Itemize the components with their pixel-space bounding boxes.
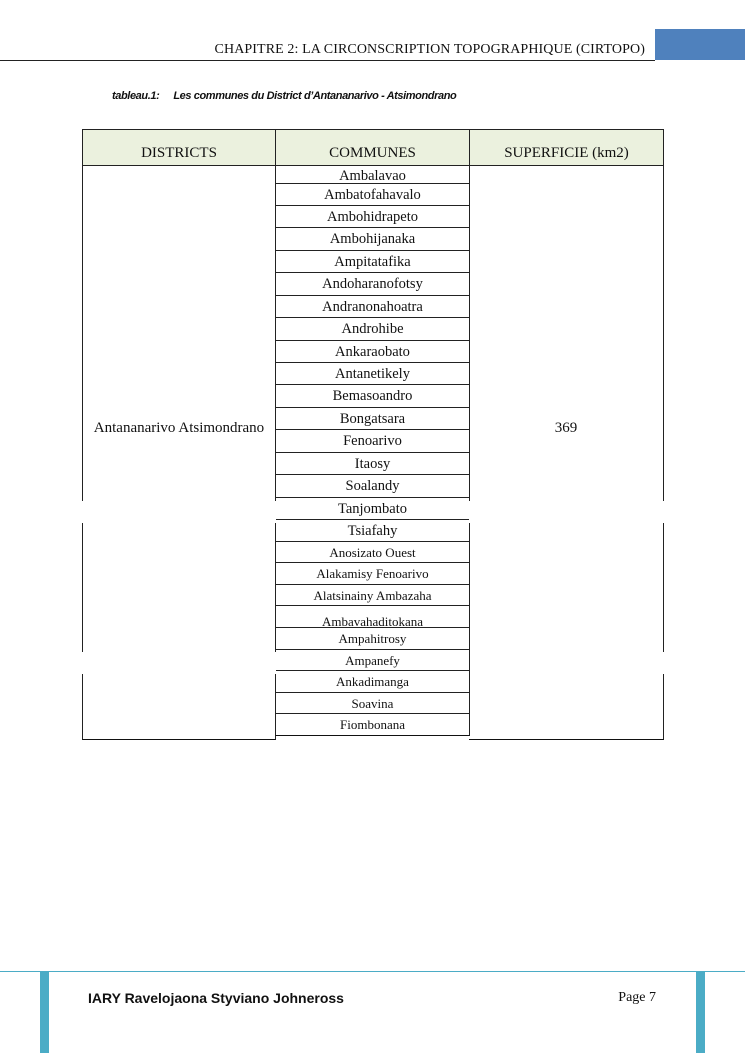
caption-text: Les communes du District d’Antananarivo - Atsimondrano <box>173 90 457 102</box>
commune-row: Androhibe <box>275 318 470 341</box>
commune-row: Bongatsara <box>275 408 470 430</box>
footer-left-bar <box>40 972 49 1053</box>
border-gap <box>82 501 83 523</box>
border-gap <box>663 501 664 523</box>
commune-row: Soavina <box>275 693 470 714</box>
commune-row: Fiombonana <box>275 714 470 736</box>
commune-row: Ambatofahavalo <box>275 184 470 206</box>
commune-row: Ambohidrapeto <box>275 206 470 228</box>
commune-row: Ampitatafika <box>275 251 470 273</box>
commune-row: Ambalavao <box>275 165 470 184</box>
header-districts: DISTRICTS <box>82 129 276 166</box>
table-caption <box>112 90 456 102</box>
footer-rule <box>0 971 745 972</box>
commune-row: Ampahitrosy <box>275 628 470 650</box>
chapter-header: CHAPITRE 2: LA CIRCONSCRIPTION TOPOGRAPHIQUE (CIRTOPO) <box>214 42 645 57</box>
commune-row: Tsiafahy <box>275 520 470 542</box>
border-gap <box>663 652 664 674</box>
communes-table <box>82 129 664 740</box>
commune-row: Antanetikely <box>275 363 470 385</box>
commune-row: Ampanefy <box>275 650 470 671</box>
commune-row: Itaosy <box>275 453 470 475</box>
header-accent-box <box>655 29 745 60</box>
commune-row: Ambavahaditokana <box>275 606 470 628</box>
border-gap <box>469 501 470 523</box>
border-gap <box>275 501 276 523</box>
footer-author: IARY Ravelojaona Styviano Johneross <box>88 990 344 1006</box>
border-gap <box>82 652 83 674</box>
commune-row: Bemasoandro <box>275 385 470 408</box>
commune-row: Alatsinainy Ambazaha <box>275 585 470 606</box>
page-number: Page 7 <box>618 990 656 1005</box>
commune-row: Ankadimanga <box>275 671 470 693</box>
commune-row: Andranonahoatra <box>275 296 470 318</box>
district-cell: Antananarivo Atsimondrano <box>82 165 276 740</box>
header-superficie: SUPERFICIE (km2) <box>469 129 664 166</box>
header-communes: COMMUNES <box>275 129 470 166</box>
border-gap <box>275 652 276 674</box>
commune-row: Anosizato Ouest <box>275 542 470 563</box>
commune-row: Ankaraobato <box>275 341 470 363</box>
commune-row: Ambohijanaka <box>275 228 470 251</box>
commune-row: Alakamisy Fenoarivo <box>275 563 470 585</box>
footer-right-bar <box>696 972 705 1053</box>
caption-number: tableau.1: <box>112 90 160 102</box>
commune-row: Soalandy <box>275 475 470 498</box>
commune-row: Andoharanofotsy <box>275 273 470 296</box>
superficie-cell: 369 <box>469 165 664 740</box>
commune-row: Tanjombato <box>275 498 470 520</box>
commune-row: Fenoarivo <box>275 430 470 453</box>
header-rule <box>0 60 655 61</box>
